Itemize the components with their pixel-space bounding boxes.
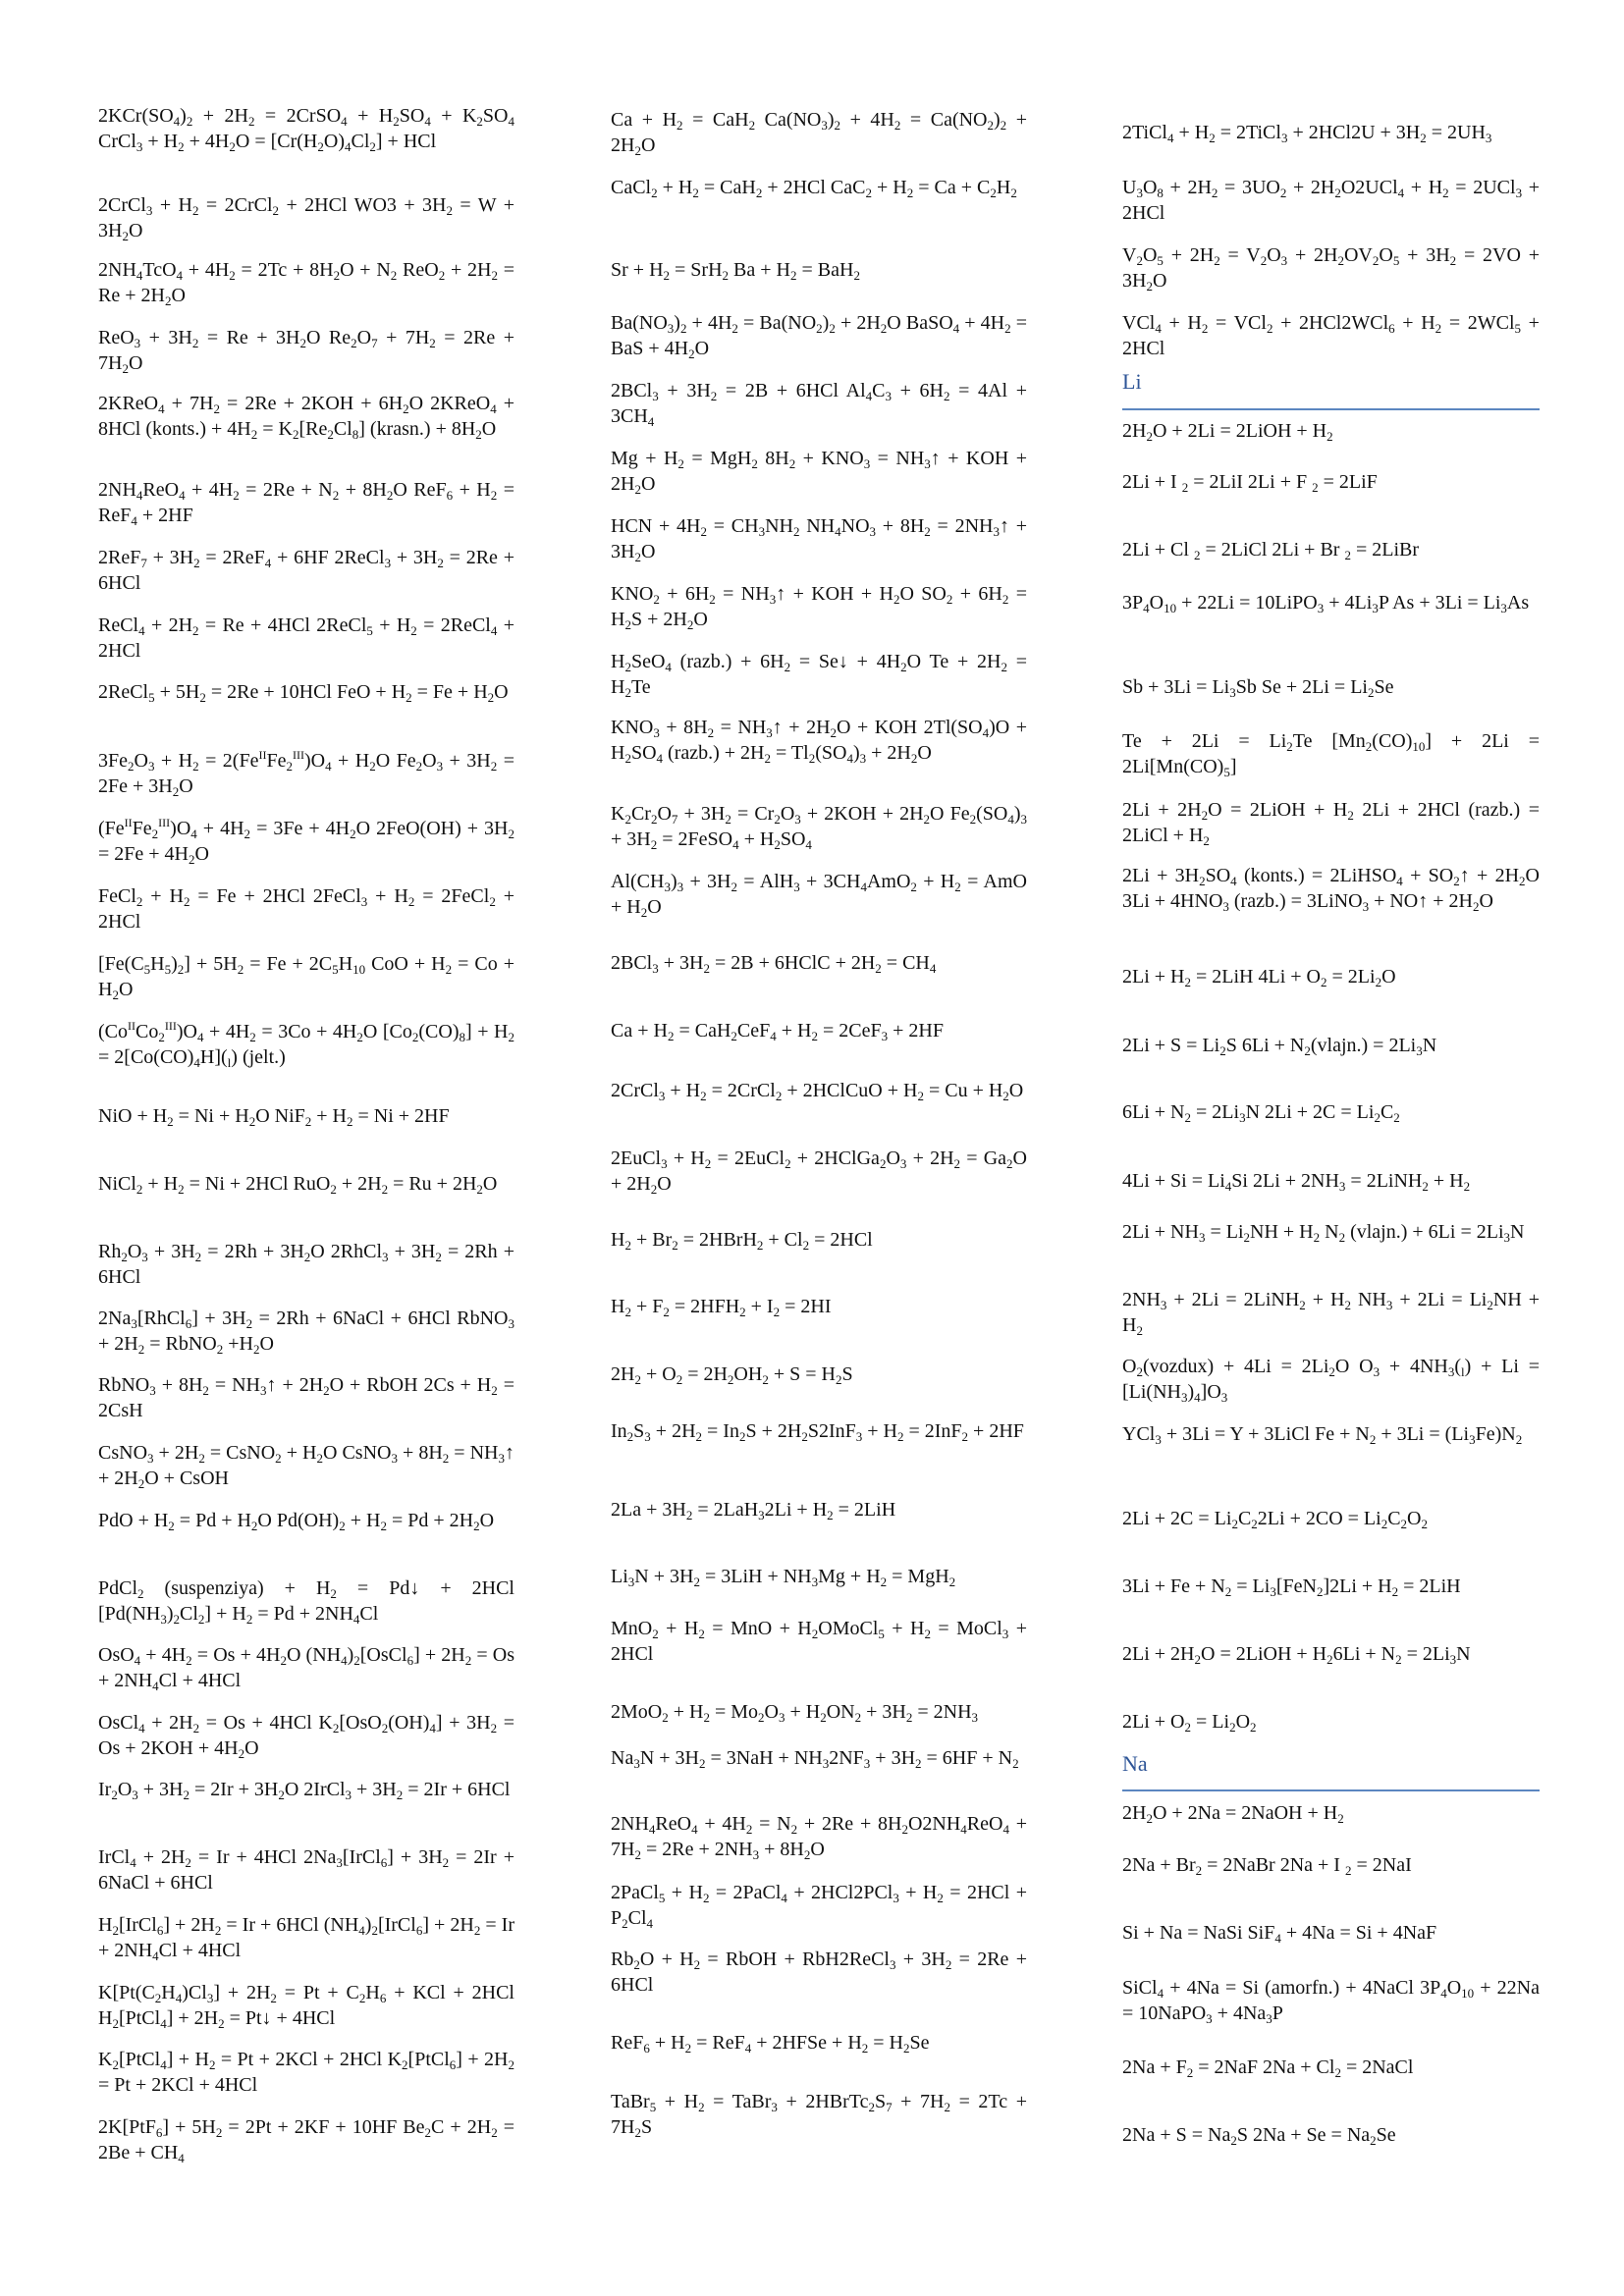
equation-block: NiCl$_2$ + $H_2 = Ni + 2HCl$ $RuO_2 + 2H_2 = Ru + 2H_2O$ <box>98 1173 498 1197</box>
equation-block: ReCl$_4$ + $2H_2 = Re + 4HCl$ 2ReCl$_5$ + $H_2$ = 2ReCl$_4$ + 2HCl <box>98 614 514 662</box>
equation-block: $2NH_4TcO_4 + 4H_2 = 2Tc + 8H_2O + N_2$ $ReO_2 + 2H_2 = Re + 2H_2O$ <box>98 259 515 308</box>
equation-block: $Ba(NO_3)_2 + 4H_2 = Ba(NO_2)_2 + 2H_2O$ BaSO$_4$ + $4H_2$ = BaS + $4H_2O$ <box>611 312 1027 361</box>
equation-block: $2La + 3H_2 = 2LaH_32Li + H_2 = 2LiH$ <box>611 1499 896 1522</box>
equation-block: RbNO$_3$ + $8H_2$ = $NH_3↑ + 2H_2O$ + RbOH $2Cs + H_2 = 2CsH$ <box>98 1374 514 1421</box>
equation-block: 2Li + Cl $_2$ = 2LiCl 2Li + Br $_2$ = 2LiBr <box>1122 539 1420 562</box>
equation-block: $2K[PtF_6] + 5H_2 = 2Pt + 2KF + 10HF$ $Be_2C + 2H_2 = 2Be + CH_4$ <box>98 2116 515 2165</box>
equation-block: 2KReO$_4$ + $7H_2 = 2Re + 2KOH + 6H_2O$ 2KReO$_4$ + 8HCl (konts.) + $4H_2 = K_2[Re_2Cl_8]$ (krasn.) + $8H_2O$ <box>98 393 515 442</box>
equation-block: $2BCl_3 + 3H_2 = 2B + 6HCl$ $Al_4C_3 + 6H_2 = 4Al + 3CH_4$ <box>611 380 1027 429</box>
equation-block: $U_3O_8 + 2H_2 = 3UO_2 + 2H_2O2UCl_4 + H_2 = 2UCl_3 + 2HCl$ <box>1122 177 1540 224</box>
equation-block: $Li_3N + 3H_2 = 3LiH + NH_3Mg + H_2 = MgH_2$ <box>611 1566 956 1589</box>
equation-block: SiCl$_4$ + 4Na = Si (amorfn.) + 4NaCl $3P_4O_{10} + 22Na$ = 10NaPO$_3$ + $4Na_3P$ <box>1122 1977 1540 2026</box>
equation-block: $(Co^{II}Co_2^{III})O_4 + 4H_2 = 3Co + 4H_2O$ $[Co_2(CO)_8] + H_2 = 2[Co(CO)_4H](_l)$ (jelt.) <box>98 1019 514 1070</box>
equation-block: $2Na_3[RhCl_6] + 3H_2 = 2Rh$ + 6NaCl + 6HCl RbNO$_3$ + $2H_2$ = RbNO$_2$ $+H_2O$ <box>98 1308 514 1357</box>
equation-block: $Te + 2Li = Li_2Te$ $[Mn_2(CO)_{10}] + 2Li = 2Li[Mn(CO)_5]$ <box>1122 730 1540 779</box>
equation-block: $K_2Cr_2O_7 + 3H_2 = Cr_2O_3 + 2KOH + 2H_2O$ $Fe_2(SO_4)_3 + 3H_2$ = 2FeSO$_4$ + $H_2SO_4$ <box>611 803 1027 852</box>
equation-block: $Na_3N + 3H_2 = 3NaH + NH_32NF_3 + 3H_2 = 6HF + N_2$ <box>611 1747 1019 1771</box>
equation-block: $2H_2O + 2Li$ = 2LiOH + $H_2$ <box>1122 420 1333 444</box>
equation-block: $VCl_4 + H_2 = VCl_2 + 2HCl2WCl_6 + H_2 = 2WCl_5 + 2HCl$ <box>1122 312 1540 359</box>
equation-block: $Ir_2O_3 + 3H_2 = 2Ir + 3H_2O$ 2IrCl$_3$ + $3H_2 = 2Ir + 6HCl$ <box>98 1779 511 1802</box>
equation-block: $H_2 + Br_2$ = 2HBrH$_2$ + $Cl_2 = 2HCl$ <box>611 1229 873 1253</box>
equation-block: FeCl$_2$ + $H_2 = Fe + 2HCl$ 2FeCl$_3$ + $H_2$ = 2FeCl$_2$ + 2HCl <box>98 885 515 933</box>
equation-block: NiO + $H_2 = Ni + H_2O$ $NiF_2 + H_2 = Ni + 2HF$ <box>98 1105 450 1129</box>
equation-block: $Rb_2O + H_2$ = RbOH + RbH2ReCl$_3$ + $3H_2 = 2Re + 6HCl$ <box>611 1949 1027 1996</box>
equation-block: $H_2 + F_2 = 2HFH_2 + I_2 = 2HI$ <box>611 1296 832 1319</box>
equation-block: $3Fe_2O_3 + H_2 = 2(Fe^{II}Fe_2^{III})O_4 + H_2O$ $Fe_2O_3 + 3H_2 = 2Fe + 3H_2O$ <box>98 748 514 799</box>
equation-block: $V_2O_5 + 2H_2 = V_2O_3 + 2H_2OV_2O_5 + 3H_2 = 2VO + 3H_2O$ <box>1122 244 1540 294</box>
equation-block: PdO + $H_2 = Pd + H_2O$ $Pd(OH)_2 + H_2 = Pd + 2H_2O$ <box>98 1510 495 1533</box>
equation-block: $2NH_3 + 2Li$ = 2LiNH$_2$ + $H_2$ $NH_3 + 2Li = Li_2NH + H_2$ <box>1122 1289 1541 1338</box>
equation-block: $In_2S_3 + 2H_2 = In_2S + 2H_2S2InF_3 + H_2 = 2InF_2 + 2HF$ <box>611 1420 1024 1444</box>
equation-block: $2MoO_2 + H_2 = Mo_2O_3 + H_2ON_2 + 3H_2 = 2NH_3$ <box>611 1701 979 1725</box>
equation-block: $H_2SeO_4$ (razb.) + $6H_2$ = Se↓ + $4H_2O$ $Te + 2H_2 = H_2Te$ <box>611 651 1027 700</box>
equation-block: CaCl$_2$ + $H_2 = CaH_2 + 2HCl$ $CaC_2 + H_2 = Ca + C_2H_2$ <box>611 177 1017 200</box>
equation-block: $K[Pt(C_2H_4)Cl_3] + 2H_2 = Pt + C_2H_6$ + KCl + 2HCl $H_2[PtCl_4] + 2H_2$ = Pt↓ + 4HCl <box>98 1982 514 2031</box>
equation-block: $2Li + 2H_2O$ = 2LiOH + $H_2$ 2Li + 2HCl (razb.) = 2LiCl + $H_2$ <box>1122 799 1541 848</box>
equation-block: YCl$_3$ + 3Li = Y + 3LiCl $Fe + N_2 + 3Li = (Li_3Fe)N_2$ <box>1122 1423 1523 1447</box>
equation-block: IrCl$_4$ + $2H_2 = Ir + 4HCl$ $2Na_3[IrCl_6] + 3H_2 = 2Ir$ + 6NaCl + 6HCl <box>98 1846 514 1894</box>
equation-block: $6Li + N_2 = 2Li_3N$ $2Li + 2C = Li_2C_2$ <box>1122 1101 1400 1125</box>
equation-block: $2H_2O + 2Na$ = 2NaOH + $H_2$ <box>1122 1802 1344 1826</box>
equation-block: $2Li + 2H_2O$ = 2LiOH + $H_26Li + N_2 = 2Li_3N$ <box>1122 1643 1471 1667</box>
equation-block: $KNO_2 + 6H_2$ = $NH_3↑$ + KOH + $H_2O$ $SO_2 + 6H_2 = H_2S + 2H_2O$ <box>611 583 1027 632</box>
equation-block: $Rh_2O_3 + 3H_2 = 2Rh + 3H_2O$ 2RhCl$_3$ + $3H_2 = 2Rh + 6HCl$ <box>98 1241 514 1288</box>
equation-block: 2ReCl$_5$ + $5H_2 = 2Re + 10HCl$ FeO + $H_2 = Fe + H_2O$ <box>98 681 509 705</box>
equation-block: $2BCl_3 + 3H_2 = 2B$ + 6HClC + $2H_2 = CH_4$ <box>611 952 937 976</box>
equation-block: $2Li + 2C = Li_2C_22Li + 2CO = Li_2C_2O_2$ <box>1122 1508 1428 1531</box>
section-divider-li <box>1122 408 1540 410</box>
equation-block: 2TiCl$_4$ + $H_2$ = 2TiCl$_3$ + $2HCl2U + 3H_2 = 2UH_3$ <box>1122 122 1492 145</box>
equation-block: $Sr + H_2 = SrH_2$ $Ba + H_2 = BaH_2$ <box>611 259 860 283</box>
equation-block: $OsO_4 + 4H_2 = Os + 4H_2O$ $(NH_4)_2[OsCl_6] + 2H_2 = Os + 2NH_4Cl + 4HCl$ <box>98 1644 514 1693</box>
equation-block: $2KCr(SO_4)_2 + 2H_2$ = 2CrSO$_4$ + $H_2SO_4 + K_2SO_4$ CrCl$_3$ + $H_2 + 4H_2O = [Cr(H_2O)_4Cl_2]$ + HCl <box>98 105 514 154</box>
equation-block: $2ReF_7 + 3H_2 = 2ReF_4 + 6HF$ 2ReCl$_3$ + $3H_2 = 2Re + 6HCl$ <box>98 547 514 594</box>
equation-block: $2Na + Br_2$ = 2NaBr 2Na + I $_2$ = 2NaI <box>1122 1854 1412 1878</box>
equation-block: $H_2[IrCl_6] + 2H_2 = Ir + 6HCl$ $(NH_4)_2[IrCl_6] + 2H_2 = Ir + 2NH_4Cl + 4HCl$ <box>98 1914 514 1963</box>
equation-block: $MnO_2 + H_2$ = MnO + $H_2OMoCl_5 + H_2$ = MoCl$_3$ + 2HCl <box>611 1618 1027 1665</box>
equation-block: CsNO$_3$ + $2H_2$ = CsNO$_2$ + $H_2O$ CsNO$_3$ + $8H_2$ = $NH_3↑ + 2H_2O$ + CsOH <box>98 1442 514 1491</box>
equation-block: Si + Na = NaSi SiF$_4$ + 4Na = Si + 4NaF <box>1122 1922 1437 1946</box>
section-divider-na <box>1122 1789 1540 1791</box>
equation-block: $2Li + NH_3 = Li_2NH + H_2$ $N_2$ (vlajn.) + $6Li = 2Li_3N$ <box>1122 1221 1525 1245</box>
equation-block: $4Li + Si = Li_4Si$ $2Li + 2NH_3$ = 2LiNH$_2$ + $H_2$ <box>1122 1170 1471 1194</box>
equation-block: $2Li + S = Li_2S$ $6Li + N_2(vlajn.) = 2Li_3N$ <box>1122 1035 1437 1058</box>
equation-block: 2EuCl$_3$ + $H_2$ = 2EuCl$_2$ + $2HClGa_2O_3 + 2H_2 = Ga_2O + 2H_2O$ <box>611 1148 1027 1197</box>
section-heading-li: Li <box>1122 369 1142 394</box>
equation-block: PdCl$_2$ (suspenziya) + $H_2$ = Pd↓ + 2HCl $[Pd(NH_3)_2Cl_2] + H_2 = Pd + 2NH_4Cl$ <box>98 1577 514 1627</box>
equation-block: $Ca + H_2 = CaH_2$ $Ca(NO_3)_2 + 4H_2 = Ca(NO_2)_2 + 2H_2O$ <box>611 109 1027 158</box>
equation-block: $2NH_4ReO_4 + 4H_2 = N_2 + 2Re + 8H_2O2NH_4ReO_4 + 7H_2 = 2Re + 2NH_3 + 8H_2O$ <box>611 1813 1028 1862</box>
equation-block: 2CrCl$_3$ + $H_2$ = 2CrCl$_2$ + 2HCl $WO3 + 3H_2 = W + 3H_2O$ <box>98 194 514 243</box>
equation-block: $2NH_4ReO_4 + 4H_2 = 2Re + N_2 + 8H_2O$ $ReF_6 + H_2 = ReF_4 + 2HF$ <box>98 479 514 528</box>
equation-block: $3Li + Fe + N_2 = Li_3[FeN_2]2Li + H_2 = 2LiH$ <box>1122 1575 1461 1599</box>
equation-block: $Ca + H_2 = CaH_2CeF_4 + H_2 = 2CeF_3 + 2HF$ <box>611 1020 944 1043</box>
equation-block: $Mg + H_2 = MgH_2$ $8H_2 + KNO_3$ = $NH_3↑$ + KOH + $2H_2O$ <box>611 448 1027 497</box>
equation-block: $2Li + H_2 = 2LiH$ $4Li + O_2 = 2Li_2O$ <box>1122 966 1396 989</box>
equation-block: $2H_2 + O_2 = 2H_2OH_2 + S = H_2S$ <box>611 1363 853 1387</box>
section-heading-na: Na <box>1122 1751 1148 1776</box>
equation-block: $2Na + F_2 = 2NaF$ $2Na + Cl_2$ = 2NaCl <box>1122 2056 1414 2080</box>
equation-block: OsCl$_4$ + $2H_2 = Os + 4HCl$ $K_2[OsO_2(OH)_4] + 3H_2 = Os + 2KOH + 4H_2O$ <box>98 1712 514 1761</box>
equation-block: $(Fe^{II}Fe_2^{III})O_4 + 4H_2 = 3Fe + 4H_2O$ $2FeO(OH) + 3H_2 = 2Fe + 4H_2O$ <box>98 816 514 867</box>
equation-block: $K_2[PtCl_4] + H_2 = Pt + 2KCl + 2HCl$ $K_2[PtCl_6] + 2H_2 = Pt + 2KCl + 4HCl$ <box>98 2049 515 2096</box>
equation-block: 2CrCl$_3$ + $H_2$ = 2CrCl$_2$ + 2HClCuO + $H_2 = Cu + H_2O$ <box>611 1080 1024 1103</box>
equation-block: $[Fe(C_5H_5)_2] + 5H_2 = Fe + 2C_5H_{10}$ CoO + $H_2 = Co + H_2O$ <box>98 953 514 1002</box>
equation-block: 2PaCl$_5$ + $H_2$ = 2PaCl$_4$ + $2HCl2PCl_3 + H_2 = 2HCl + P_2Cl_4$ <box>611 1882 1027 1931</box>
equation-block: TaBr$_5$ + $H_2$ = TaBr$_3$ + $2HBrTc_2S_7 + 7H_2 = 2Tc + 7H_2S$ <box>611 2091 1027 2140</box>
equation-block: $ReF_6 + H_2 = ReF_4$ + 2HFSe + $H_2 = H_2Se$ <box>611 2032 930 2056</box>
equation-block: HCN + $4H_2 = CH_3NH_2$ $NH_4NO_3 + 8H_2$ = $2NH_3↑ + 3H_2O$ <box>611 515 1028 564</box>
equation-block: $2Li + O_2 = Li_2O_2$ <box>1122 1711 1257 1735</box>
equation-block: $KNO_3 + 8H_2$ = $NH_3↑ + 2H_2O$ + KOH $2Tl(SO_4)O + H_2SO_4$ (razb.) + $2H_2 = Tl_2(SO_4)_3 + 2H_2O$ <box>611 717 1027 766</box>
equation-block: $2Li + 3H_2SO_4$ (konts.) = 2LiHSO$_4$ + $SO_2↑ + 2H_2O$ $3Li + 4HNO_3$ (razb.) = 3LiNO$_3$ + NO↑ + $2H_2O$ <box>1122 865 1540 914</box>
equation-block: $ReO_3 + 3H_2 = Re + 3H_2O$ $Re_2O_7 + 7H_2 = 2Re + 7H_2O$ <box>98 327 514 376</box>
equation-block: $3P_4O_{10} + 22Li$ = 10LiPO$_3$ + $4Li_3P$ $As + 3Li = Li_3As$ <box>1122 592 1530 615</box>
equation-block: 2Li + I $_2$ = 2LiI 2Li + F $_2$ = 2LiF <box>1122 471 1378 495</box>
equation-block: $2Na + S = Na_2S$ $2Na + Se = Na_2Se$ <box>1122 2124 1396 2148</box>
equation-block: $O_2(vozdux) + 4Li = 2Li_2O$ $O_3 + 4NH_3(_l) + Li = [Li(NH_3)_4]O_3$ <box>1122 1356 1540 1405</box>
equation-block: $Sb + 3Li = Li_3Sb$ $Se + 2Li = Li_2Se$ <box>1122 676 1394 700</box>
equation-block: $Al(CH_3)_3 + 3H_2 = AlH_3 + 3CH_4AmO_2 + H_2$ = AmO + $H_2O$ <box>611 871 1027 920</box>
